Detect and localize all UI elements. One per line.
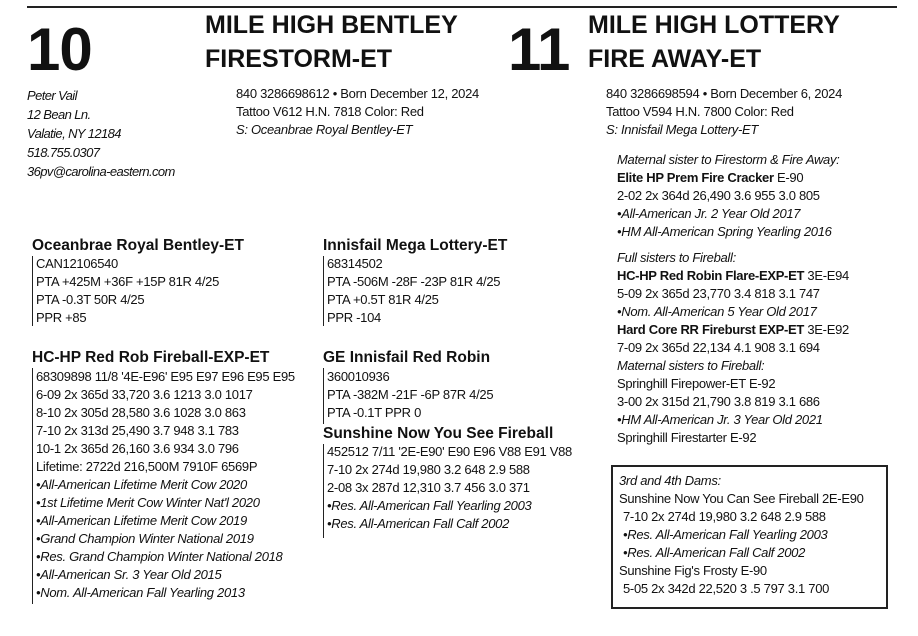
firecracker-score: E-90 xyxy=(773,170,804,185)
bentley-line-2: PTA -0.3T 50R 4/25 xyxy=(36,292,145,307)
fireball-line-5: Lifetime: 2722d 216,500M 7910F 6569P xyxy=(36,459,258,474)
lot10-title-line2: FIRESTORM-ET xyxy=(205,45,393,73)
fireball-award-6: •Nom. All-American Fall Yearling 2013 xyxy=(36,585,245,600)
redrobin-line-0: 360010936 xyxy=(327,369,390,384)
lot10-tattoo: Tattoo V612 H.N. 7818 Color: Red xyxy=(236,104,424,119)
bentley-line-0: CAN12106540 xyxy=(36,256,118,271)
dam3-name: Sunshine Now You Can See Fireball 2E-E90 xyxy=(619,491,864,506)
lottery-line-0: 68314502 xyxy=(327,256,383,271)
firecracker-award-0: •All-American Jr. 2 Year Old 2017 xyxy=(617,206,801,221)
dam3-award-0: •Res. All-American Fall Yearling 2003 xyxy=(623,527,828,542)
maternal-fireball-heading: Maternal sisters to Fireball: xyxy=(617,358,765,373)
lot11-title-line1: MILE HIGH LOTTERY xyxy=(588,11,840,39)
seefireball-award-0: •Res. All-American Fall Yearling 2003 xyxy=(327,498,532,513)
lottery-name: Innisfail Mega Lottery-ET xyxy=(323,237,508,254)
fireball-award-5: •All-American Sr. 3 Year Old 2015 xyxy=(36,567,222,582)
dam4-record: 5-05 2x 342d 22,520 3 .5 797 3.1 700 xyxy=(623,581,830,596)
top-rule xyxy=(27,6,897,8)
lot10-title-line1: MILE HIGH BENTLEY xyxy=(205,11,458,39)
owner-phone: 518.755.0307 xyxy=(27,145,100,160)
maternal-heading: Maternal sister to Firestorm & Fire Away: xyxy=(617,152,840,167)
owner-block xyxy=(27,86,175,181)
fireball-award-2: •All-American Lifetime Merit Cow 2019 xyxy=(36,513,247,528)
lot10-sire: S: Oceanbrae Royal Bentley-ET xyxy=(236,122,413,137)
fireburst-name: Hard Core RR Fireburst EXP-ET xyxy=(617,322,805,337)
redrobin-info xyxy=(327,368,493,422)
dams-info xyxy=(619,472,864,598)
redrobin-line-1: PTA -382M -21F -6P 87R 4/25 xyxy=(327,387,494,402)
seefireball-bracket xyxy=(323,444,324,538)
fireball-bracket xyxy=(32,368,33,604)
fireball-line-4: 10-1 2x 365d 26,160 3.6 934 3.0 796 xyxy=(36,441,239,456)
spacer xyxy=(617,241,849,249)
flare-score: 3E-E94 xyxy=(804,268,849,283)
full-sisters-heading: Full sisters to Fireball: xyxy=(617,250,736,265)
lottery-line-1: PTA -506M -28F -23P 81R 4/25 xyxy=(327,274,501,289)
flare-award: •Nom. All-American 5 Year Old 2017 xyxy=(617,304,817,319)
lot11-tattoo: Tattoo V594 H.N. 7800 Color: Red xyxy=(606,104,794,119)
fireball-name: HC-HP Red Rob Fireball-EXP-ET xyxy=(32,349,270,366)
dams-heading: 3rd and 4th Dams: xyxy=(619,473,721,488)
owner-name: Peter Vail xyxy=(27,88,77,103)
fireburst-title xyxy=(617,321,849,339)
redrobin-bracket xyxy=(323,368,324,424)
lot-number-10: 10 xyxy=(27,16,92,83)
bentley-info xyxy=(36,255,219,327)
firestarter-name: Springhill Firestarter E-92 xyxy=(617,430,757,445)
firepower-award: •HM All-American Jr. 3 Year Old 2021 xyxy=(617,412,823,427)
fireball-award-1: •1st Lifetime Merit Cow Winter Nat'l 2020 xyxy=(36,495,260,510)
redrobin-name: GE Innisfail Red Robin xyxy=(323,349,491,366)
firepower-name: Springhill Firepower-ET E-92 xyxy=(617,376,776,391)
fireball-line-1: 6-09 2x 365d 33,720 3.6 1213 3.0 1017 xyxy=(36,387,253,402)
bentley-name: Oceanbrae Royal Bentley-ET xyxy=(32,237,244,254)
fireball-award-0: •All-American Lifetime Merit Cow 2020 xyxy=(36,477,247,492)
fireburst-score: 3E-E92 xyxy=(804,322,849,337)
fireball-award-4: •Res. Grand Champion Winter National 2018 xyxy=(36,549,283,564)
bentley-line-3: PPR +85 xyxy=(36,310,87,325)
seefireball-name: Sunshine Now You See Fireball xyxy=(323,425,554,442)
fireball-line-3: 7-10 2x 313d 25,490 3.7 948 3.1 783 xyxy=(36,423,239,438)
firepower-record: 3-00 2x 315d 21,790 3.8 819 3.1 686 xyxy=(617,394,820,409)
seefireball-line-0: 452512 7/11 '2E-E90' E90 E96 V88 E91 V88 xyxy=(327,444,572,459)
flare-record: 5-09 2x 365d 23,770 3.4 818 3.1 747 xyxy=(617,286,820,301)
dam4-name: Sunshine Fig's Frosty E-90 xyxy=(619,563,767,578)
seefireball-line-1: 7-10 2x 274d 19,980 3.2 648 2.9 588 xyxy=(327,462,530,477)
firecracker-title xyxy=(617,169,849,187)
dam3-record: 7-10 2x 274d 19,980 3.2 648 2.9 588 xyxy=(623,509,826,524)
fireball-line-0: 68309898 11/8 '4E-E96' E95 E97 E96 E95 E95 xyxy=(36,369,295,384)
lot11-sire: S: Innisfail Mega Lottery-ET xyxy=(606,122,758,137)
lottery-info xyxy=(327,255,500,327)
bentley-line-1: PTA +425M +36F +15P 81R 4/25 xyxy=(36,274,220,289)
lottery-line-3: PPR -104 xyxy=(327,310,381,325)
right-column xyxy=(617,151,849,447)
lot-number-11: 11 xyxy=(508,16,570,83)
seefireball-line-2: 2-08 3x 287d 12,310 3.7 456 3.0 371 xyxy=(327,480,530,495)
lot11-title-line2: FIRE AWAY-ET xyxy=(588,45,762,73)
lot11-registration: 840 3286698594 • Born December 6, 2024 xyxy=(606,86,843,101)
fireburst-record: 7-09 2x 365d 22,134 4.1 908 3.1 694 xyxy=(617,340,820,355)
owner-email: 36pv@carolina-eastern.com xyxy=(27,164,175,179)
bentley-bracket xyxy=(32,256,33,326)
seefireball-info xyxy=(327,443,572,533)
redrobin-line-2: PTA -0.1T PPR 0 xyxy=(327,405,422,420)
lot10-registration: 840 3286698612 • Born December 12, 2024 xyxy=(236,86,479,101)
owner-street: 12 Bean Ln. xyxy=(27,107,91,122)
fireball-info xyxy=(36,368,295,602)
flare-title xyxy=(617,267,849,285)
firecracker-name: Elite HP Prem Fire Cracker xyxy=(617,170,774,185)
lottery-line-2: PTA +0.5T 81R 4/25 xyxy=(327,292,439,307)
lottery-bracket xyxy=(323,256,324,326)
owner-city: Valatie, NY 12184 xyxy=(27,126,121,141)
firecracker-record: 2-02 2x 364d 26,490 3.6 955 3.0 805 xyxy=(617,188,820,203)
fireball-line-2: 8-10 2x 305d 28,580 3.6 1028 3.0 863 xyxy=(36,405,246,420)
flare-name: HC-HP Red Robin Flare-EXP-ET xyxy=(617,268,805,283)
fireball-award-3: •Grand Champion Winter National 2019 xyxy=(36,531,254,546)
firecracker-award-1: •HM All-American Spring Yearling 2016 xyxy=(617,224,832,239)
seefireball-award-1: •Res. All-American Fall Calf 2002 xyxy=(327,516,510,531)
dam3-award-1: •Res. All-American Fall Calf 2002 xyxy=(623,545,806,560)
